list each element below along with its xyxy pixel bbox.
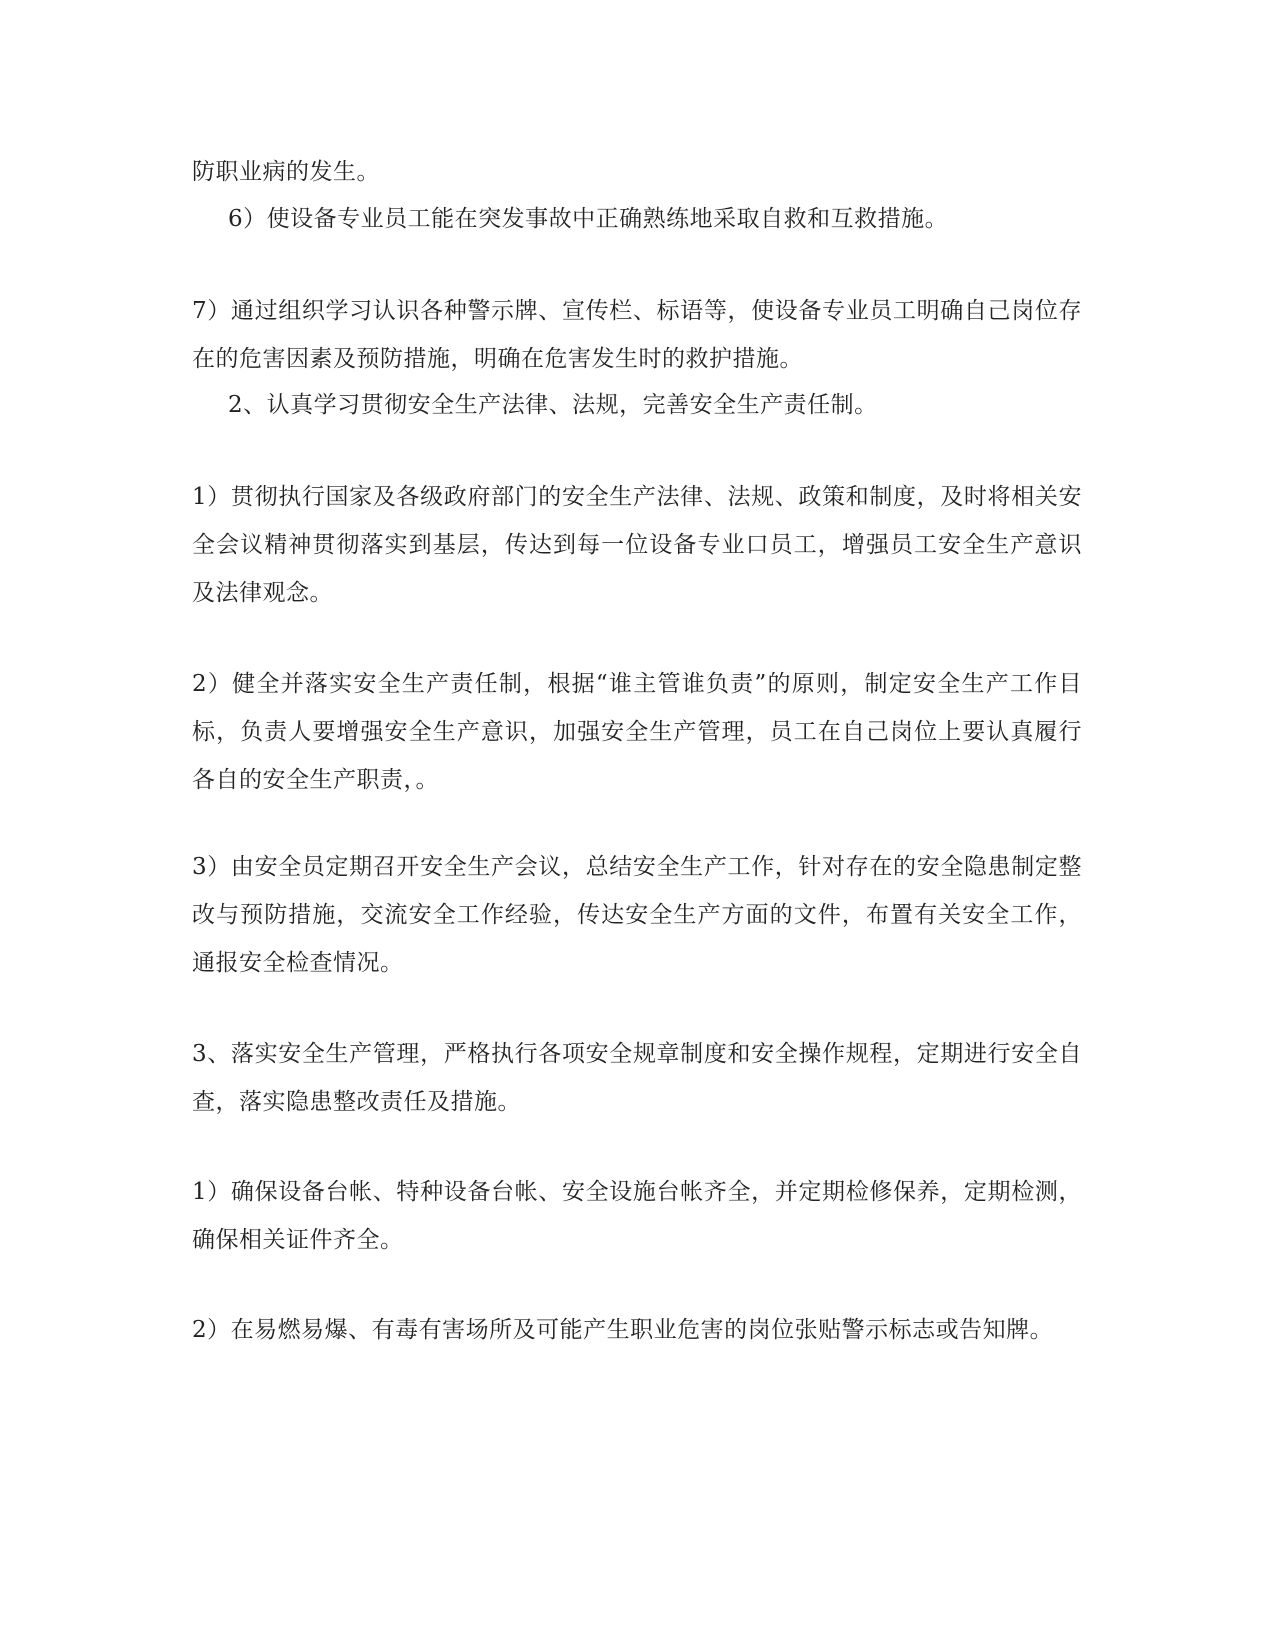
section-heading-2: 2、认真学习贯彻安全生产法律、法规，完善安全生产责任制。 (228, 392, 878, 418)
paragraph-continuation: 防职业病的发生。 (192, 159, 380, 185)
paragraph-item-7: 7）通过组织学习认识各种警示牌、宣传栏、标语等，使设备专业员工明确自己岗位存在的危害因素及预防措施，明确在危害发生时的救护措施。 (192, 298, 1082, 372)
section-heading-3: 3、落实安全生产管理，严格执行各项安全规章制度和安全操作规程，定期进行安全自查，落实隐患整改责任及措施。 (192, 1041, 1082, 1115)
paragraph-2-3: 3）由安全员定期召开安全生产会议，总结安全生产工作，针对存在的安全隐患制定整改与预防措施，交流安全工作经验，传达安全生产方面的文件，布置有关安全工作，通报安全检查情况。 (192, 854, 1082, 976)
paragraph-3-2: 2）在易燃易爆、有毒有害场所及可能产生职业危害的岗位张贴警示标志或告知牌。 (192, 1317, 1054, 1343)
paragraph-2-2: 2）健全并落实安全生产责任制，根据“谁主管谁负责”的原则，制定安全生产工作目标，负责人要增强安全生产意识，加强安全生产管理，员工在自己岗位上要认真履行各自的安全生产职责，。 (192, 671, 1082, 793)
paragraph-2-1: 1）贯彻执行国家及各级政府部门的安全生产法律、法规、政策和制度，及时将相关安全会议精神贯彻落实到基层，传达到每一位设备专业口员工，增强员工安全生产意识及法律观念。 (192, 484, 1082, 606)
paragraph-item-6: 6）使设备专业员工能在突发事故中正确熟练地采取自救和互救措施。 (228, 206, 949, 232)
paragraph-3-1: 1）确保设备台帐、特种设备台帐、安全设施台帐齐全，并定期检修保养，定期检测，确保相关证件齐全。 (192, 1179, 1082, 1253)
